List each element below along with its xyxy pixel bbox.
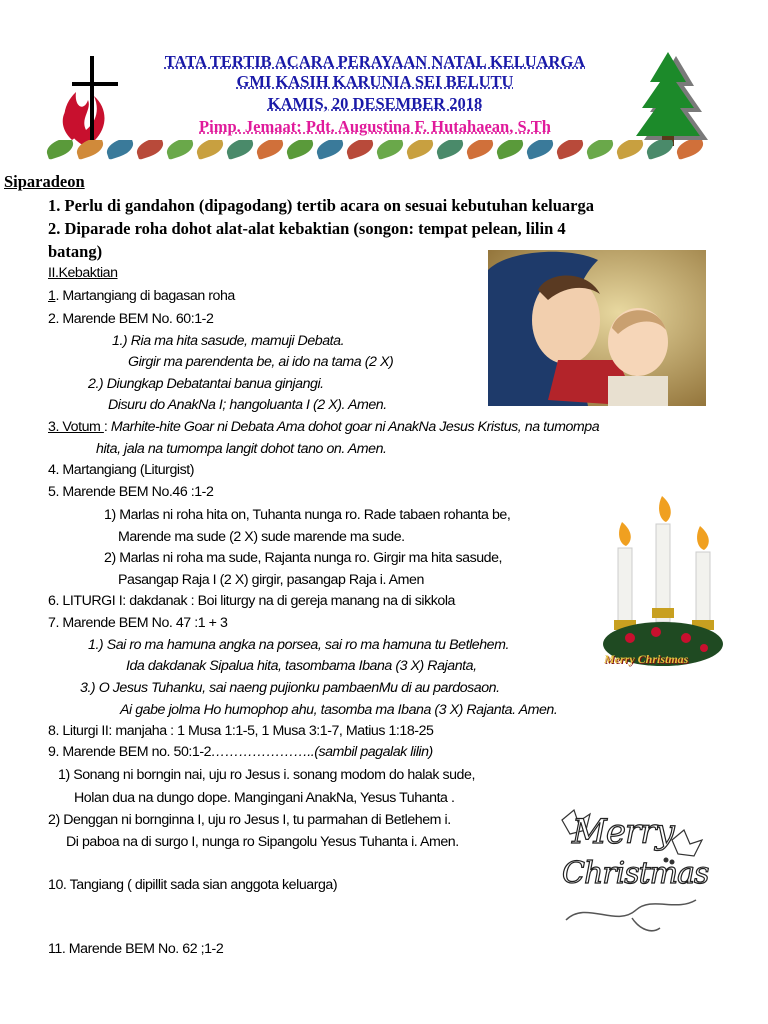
item-2-verse-b: Girgir ma parendenta be, ai ido na tama (2 X) xyxy=(128,354,394,370)
item-5-verse-d: Pasangap Raja I (2 X) girgir, pasangap Raja i. Amen xyxy=(118,572,424,588)
item-6: 6. LITURGI I: dakdanak : Boi liturgy na di gereja manang na di sikkola xyxy=(48,593,455,609)
merry-text: Merry xyxy=(572,812,674,852)
item-4: 4. Martangiang (Liturgist) xyxy=(48,462,195,478)
item-3-text-cont: hita, jala na tumompa langit dohot tano on. Amen. xyxy=(96,441,387,457)
item-7-verse-b: Ida dakdanak Sipalua hita, tasombama Ibana (3 X) Rajanta, xyxy=(126,658,477,674)
item-1-number: 1 xyxy=(48,288,56,304)
item-1-text: . Martangiang di bagasan roha xyxy=(55,288,235,304)
item-3 xyxy=(48,418,599,437)
header-date: KAMIS, 20 DESEMBER 2018 xyxy=(267,94,483,113)
item-9-note: …………………..(sambil pagalak lilin) xyxy=(211,744,433,760)
item-3-text: Marhite-hite Goar ni Debata Ama dohot goar ni AnakNa Jesus Kristus, na tumompa xyxy=(110,419,600,435)
item-2-verse-d: Disuru do AnakNa I; hangoluanta I (2 X). Amen. xyxy=(108,397,387,413)
item-2-verse-a: 1.) Ria ma hita sasude, mamuji Debata. xyxy=(112,333,345,349)
item-7-verse-c: 3.) O Jesus Tuhanku, sai naeng pujionku pambaenMu di au pardosaon. xyxy=(80,680,500,696)
item-9-verse-d: Di paboa na di surgo I, nunga ro Sipangolu Yesus Tuhanta i. Amen. xyxy=(66,834,459,850)
item-3-colon: : xyxy=(103,419,111,435)
section-heading: II.Kebaktian xyxy=(48,265,118,281)
holly-leaf-border xyxy=(46,140,726,168)
item-9-verse-c: 2) Denggan ni bornginna I, uju ro Jesus I, tu parmahan di Betlehem i. xyxy=(48,812,451,828)
item-9 xyxy=(48,743,433,762)
item-10: 10. Tangiang ( dipillit sada sian anggota keluarga) xyxy=(48,877,338,893)
item-9-verse-b: Holan dua na dungo dope. Mangingani AnakNa, Yesus Tuhanta . xyxy=(74,790,455,806)
item-9-verse-a: 1) Sonang ni borngin nai, uju ro Jesus i. sonang modom do halak sude, xyxy=(58,767,475,783)
item-5-verse-b: Marende ma sude (2 X) sude marende ma sude. xyxy=(118,529,405,545)
item-2: 2. Marende BEM No. 60:1-2 xyxy=(48,311,214,327)
item-9-text: 9. Marende BEM no. 50:1-2 xyxy=(48,744,212,760)
merry-christmas-small: Merry Christmas xyxy=(604,652,689,666)
item-7-verse-a: 1.) Sai ro ma hamuna angka na porsea, sai ro ma hamuna tu Betlehem. xyxy=(88,637,509,653)
item-8: 8. Liturgi II: manjaha : 1 Musa 1:1-5, 1 Musa 3:1-7, Matius 1:18-25 xyxy=(48,723,434,739)
item-7-verse-d: Ai gabe jolma Ho humophop ahu, tasomba ma Ibana (3 X) Rajanta. Amen. xyxy=(120,702,558,718)
christmas-text: Christmas xyxy=(562,856,709,891)
item-5-verse-a: 1) Marlas ni roha hita on, Tuhanta nunga ro. Rade tabaen rohanta be, xyxy=(104,507,511,523)
item-7: 7. Marende BEM No. 47 :1 + 3 xyxy=(48,615,228,631)
item-11: 11. Marende BEM No. 62 ;1-2 xyxy=(48,941,224,957)
item-1 xyxy=(48,287,235,306)
item-5: 5. Marende BEM No.46 :1-2 xyxy=(48,484,214,500)
item-5-verse-c: 2) Marlas ni roha ma sude, Rajanta nunga ro. Girgir ma hita sasude, xyxy=(104,550,503,566)
intro-heading: Siparadeon xyxy=(4,172,85,191)
header-pimpinan: Pimp. Jemaat: Pdt. Augustina F. Hutahaean, S.Th xyxy=(199,117,551,136)
intro-point-1: 1. Perlu di gandahon (dipagodang) tertib acara on sesuai kebutuhan keluarga xyxy=(48,196,594,215)
christmas-tree-icon xyxy=(628,50,708,150)
item-2-verse-c: 2.) Diungkap Debatantai banua ginjangi. xyxy=(88,376,324,392)
intro-point-2-cont: batang) xyxy=(48,242,103,261)
intro-point-2: 2. Diparade roha dohot alat-alat kebaktian (songon: tempat pelean, lilin 4 xyxy=(48,219,566,238)
item-3-label: 3. Votum xyxy=(48,419,104,435)
header-title-line2: GMI KASIH KARUNIA SEI BELUTU xyxy=(236,72,514,91)
header-title-line1: TATA TERTIB ACARA PERAYAAN NATAL KELUARGA xyxy=(164,52,586,71)
mary-and-child-painting xyxy=(488,250,706,406)
